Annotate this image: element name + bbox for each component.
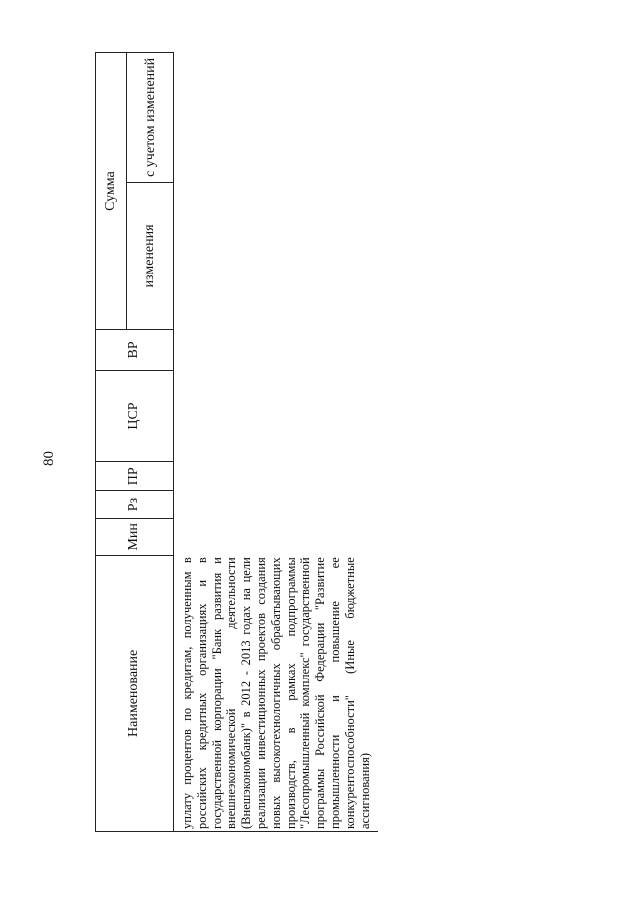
row-csr <box>174 370 379 462</box>
header-uch: с учетом изменений <box>127 53 174 183</box>
table-row <box>174 53 379 832</box>
row-min <box>174 518 379 555</box>
row-vr <box>174 330 379 371</box>
rotated-page <box>95 52 640 832</box>
header-rz: Рз <box>96 491 174 519</box>
header-vr: ВР <box>96 330 174 371</box>
header-izm: изменения <box>127 182 174 329</box>
row-name: уплату процентов по кредитам, полученным в российских кредитных организациях и в государственной корпорации "Банк развития и внешнеэкономической деятельности (Внешэкономбанк)" в 2012 - 2013 годах на цели реализации инвестиционных проектов создания новых высокотехнологичных обрабатывающих производств, в рамках подпрограммы "Лесопромышленный комплекс" государственной программы Российской Федерации "Развитие промышленности и повышение ее конкурентоспособности" (Иные бюджетные ассигнования) <box>174 555 379 831</box>
header-pr: ПР <box>96 462 174 491</box>
header-name: Наименование <box>96 555 174 831</box>
budget-table <box>95 52 378 832</box>
header-csr: ЦСР <box>96 370 174 462</box>
row-pr <box>174 462 379 491</box>
row-izm <box>174 182 379 329</box>
page-number: 80 <box>41 451 57 466</box>
header-min: Мин <box>96 518 174 555</box>
row-rz <box>174 491 379 519</box>
row-uch <box>174 53 379 183</box>
header-sum: Сумма <box>96 53 127 330</box>
